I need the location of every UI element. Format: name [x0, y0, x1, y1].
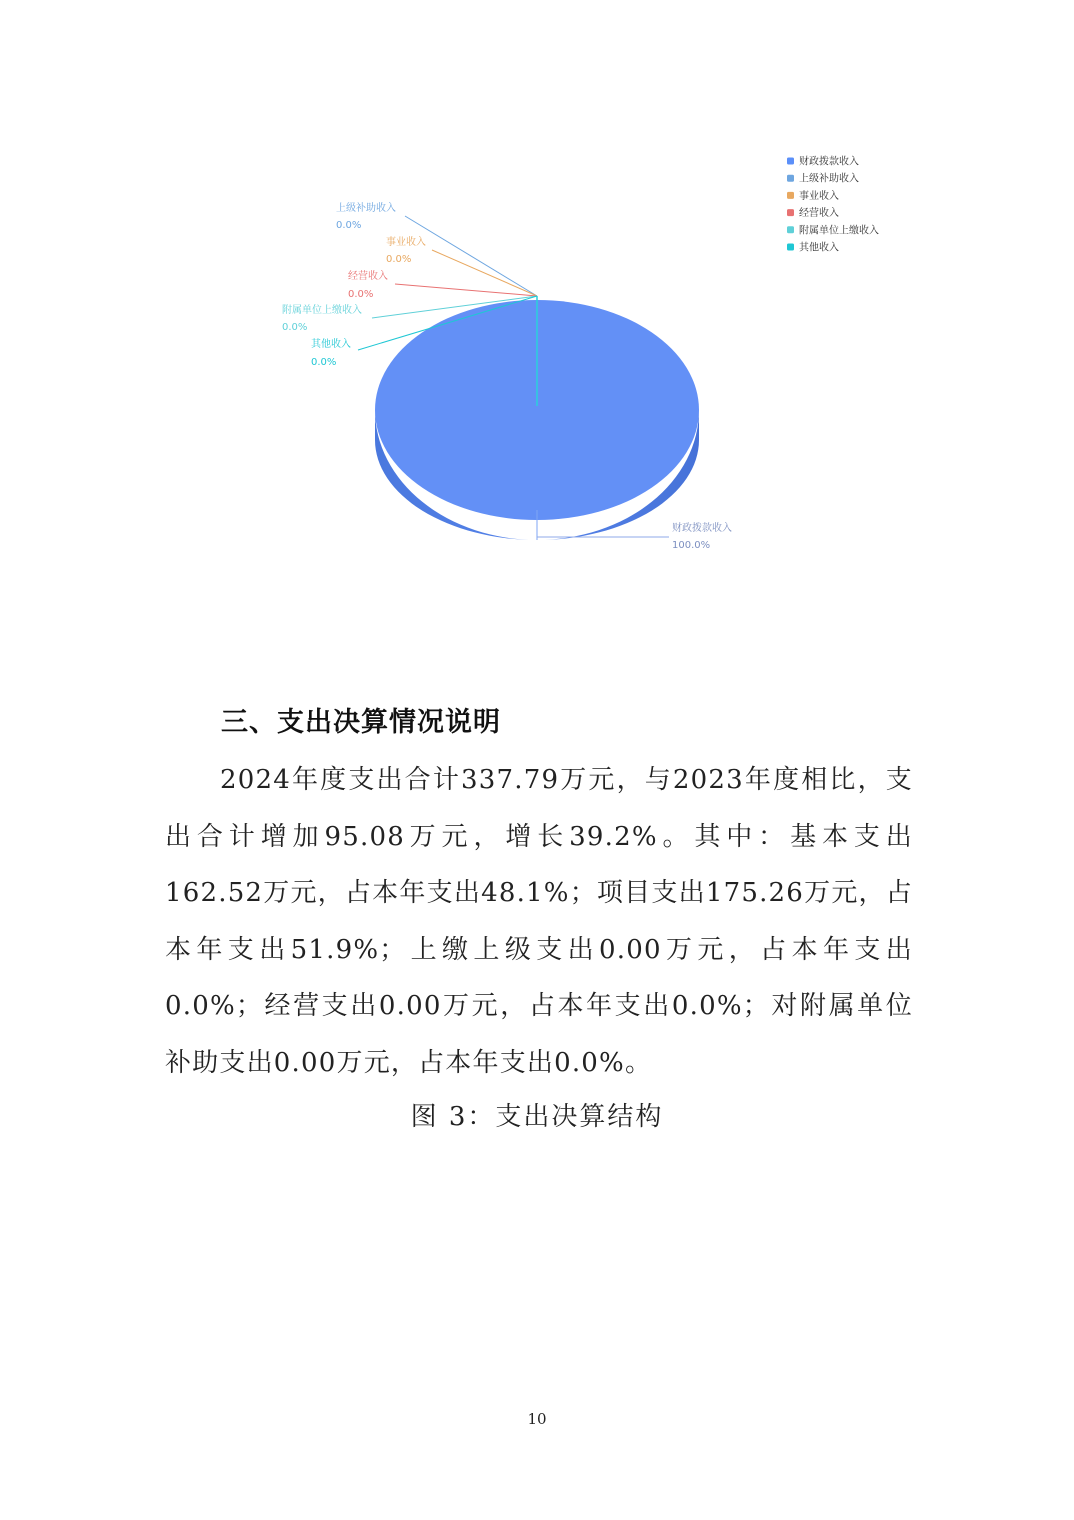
slice-label-value-4: 0.0%: [282, 322, 308, 333]
slice-label-value-1: 0.0%: [336, 220, 362, 231]
expenditure-paragraph: 2024年度支出合计337.79万元，与2023年度相比，支出合计增加95.08万元，增长39.2%。其中：基本支出162.52万元，占本年支出48.1%；项目支出175.26万元，占本年支出51.9%；上缴上级支出0.00万元，占本年支出0.0%；经营支出0.00万元，占本年支出0.0%；对附属单位补助支出0.00万元，占本年支出0.0%。: [165, 765, 913, 1078]
slice-label-name-0: 财政拨款收入: [672, 523, 732, 534]
legend-label-4: 附属单位上缴收入: [799, 225, 879, 237]
slice-label-name-1: 上级补助收入: [336, 203, 396, 214]
slice-label-value-2: 0.0%: [386, 254, 412, 265]
legend-label-2: 事业收入: [799, 190, 839, 202]
slice-label-value-3: 0.0%: [348, 289, 374, 300]
figure-caption: 图 3：支出决算结构: [410, 1102, 664, 1132]
slice-label-value-0: 100.0%: [672, 540, 711, 551]
slice-label-name-5: 其他收入: [311, 339, 351, 350]
legend-label-3: 经营收入: [799, 208, 839, 220]
leader-line-2: [432, 250, 537, 296]
legend-swatch-4: [787, 226, 794, 233]
legend-swatch-3: [787, 209, 794, 216]
legend-swatch-1: [787, 175, 794, 182]
slice-label-value-5: 0.0%: [311, 357, 337, 368]
slice-label-name-4: 附属单位上缴收入: [282, 305, 362, 316]
legend-label-0: 财政拨款收入: [799, 156, 859, 168]
slice-label-name-3: 经营收入: [348, 271, 388, 282]
chart-legend: [787, 155, 879, 254]
legend-swatch-2: [787, 192, 794, 199]
leader-line-1: [405, 216, 537, 296]
legend-label-1: 上级补助收入: [799, 173, 859, 185]
legend-label-5: 其他收入: [799, 242, 839, 254]
income-pie-chart: [0, 0, 1074, 600]
section-heading: 三、支出决算情况说明: [221, 707, 501, 738]
legend-swatch-0: [787, 158, 794, 165]
legend-swatch-5: [787, 244, 794, 251]
leader-line-3: [395, 284, 537, 296]
page-number: 10: [527, 1410, 547, 1428]
slice-label-name-2: 事业收入: [386, 237, 426, 248]
